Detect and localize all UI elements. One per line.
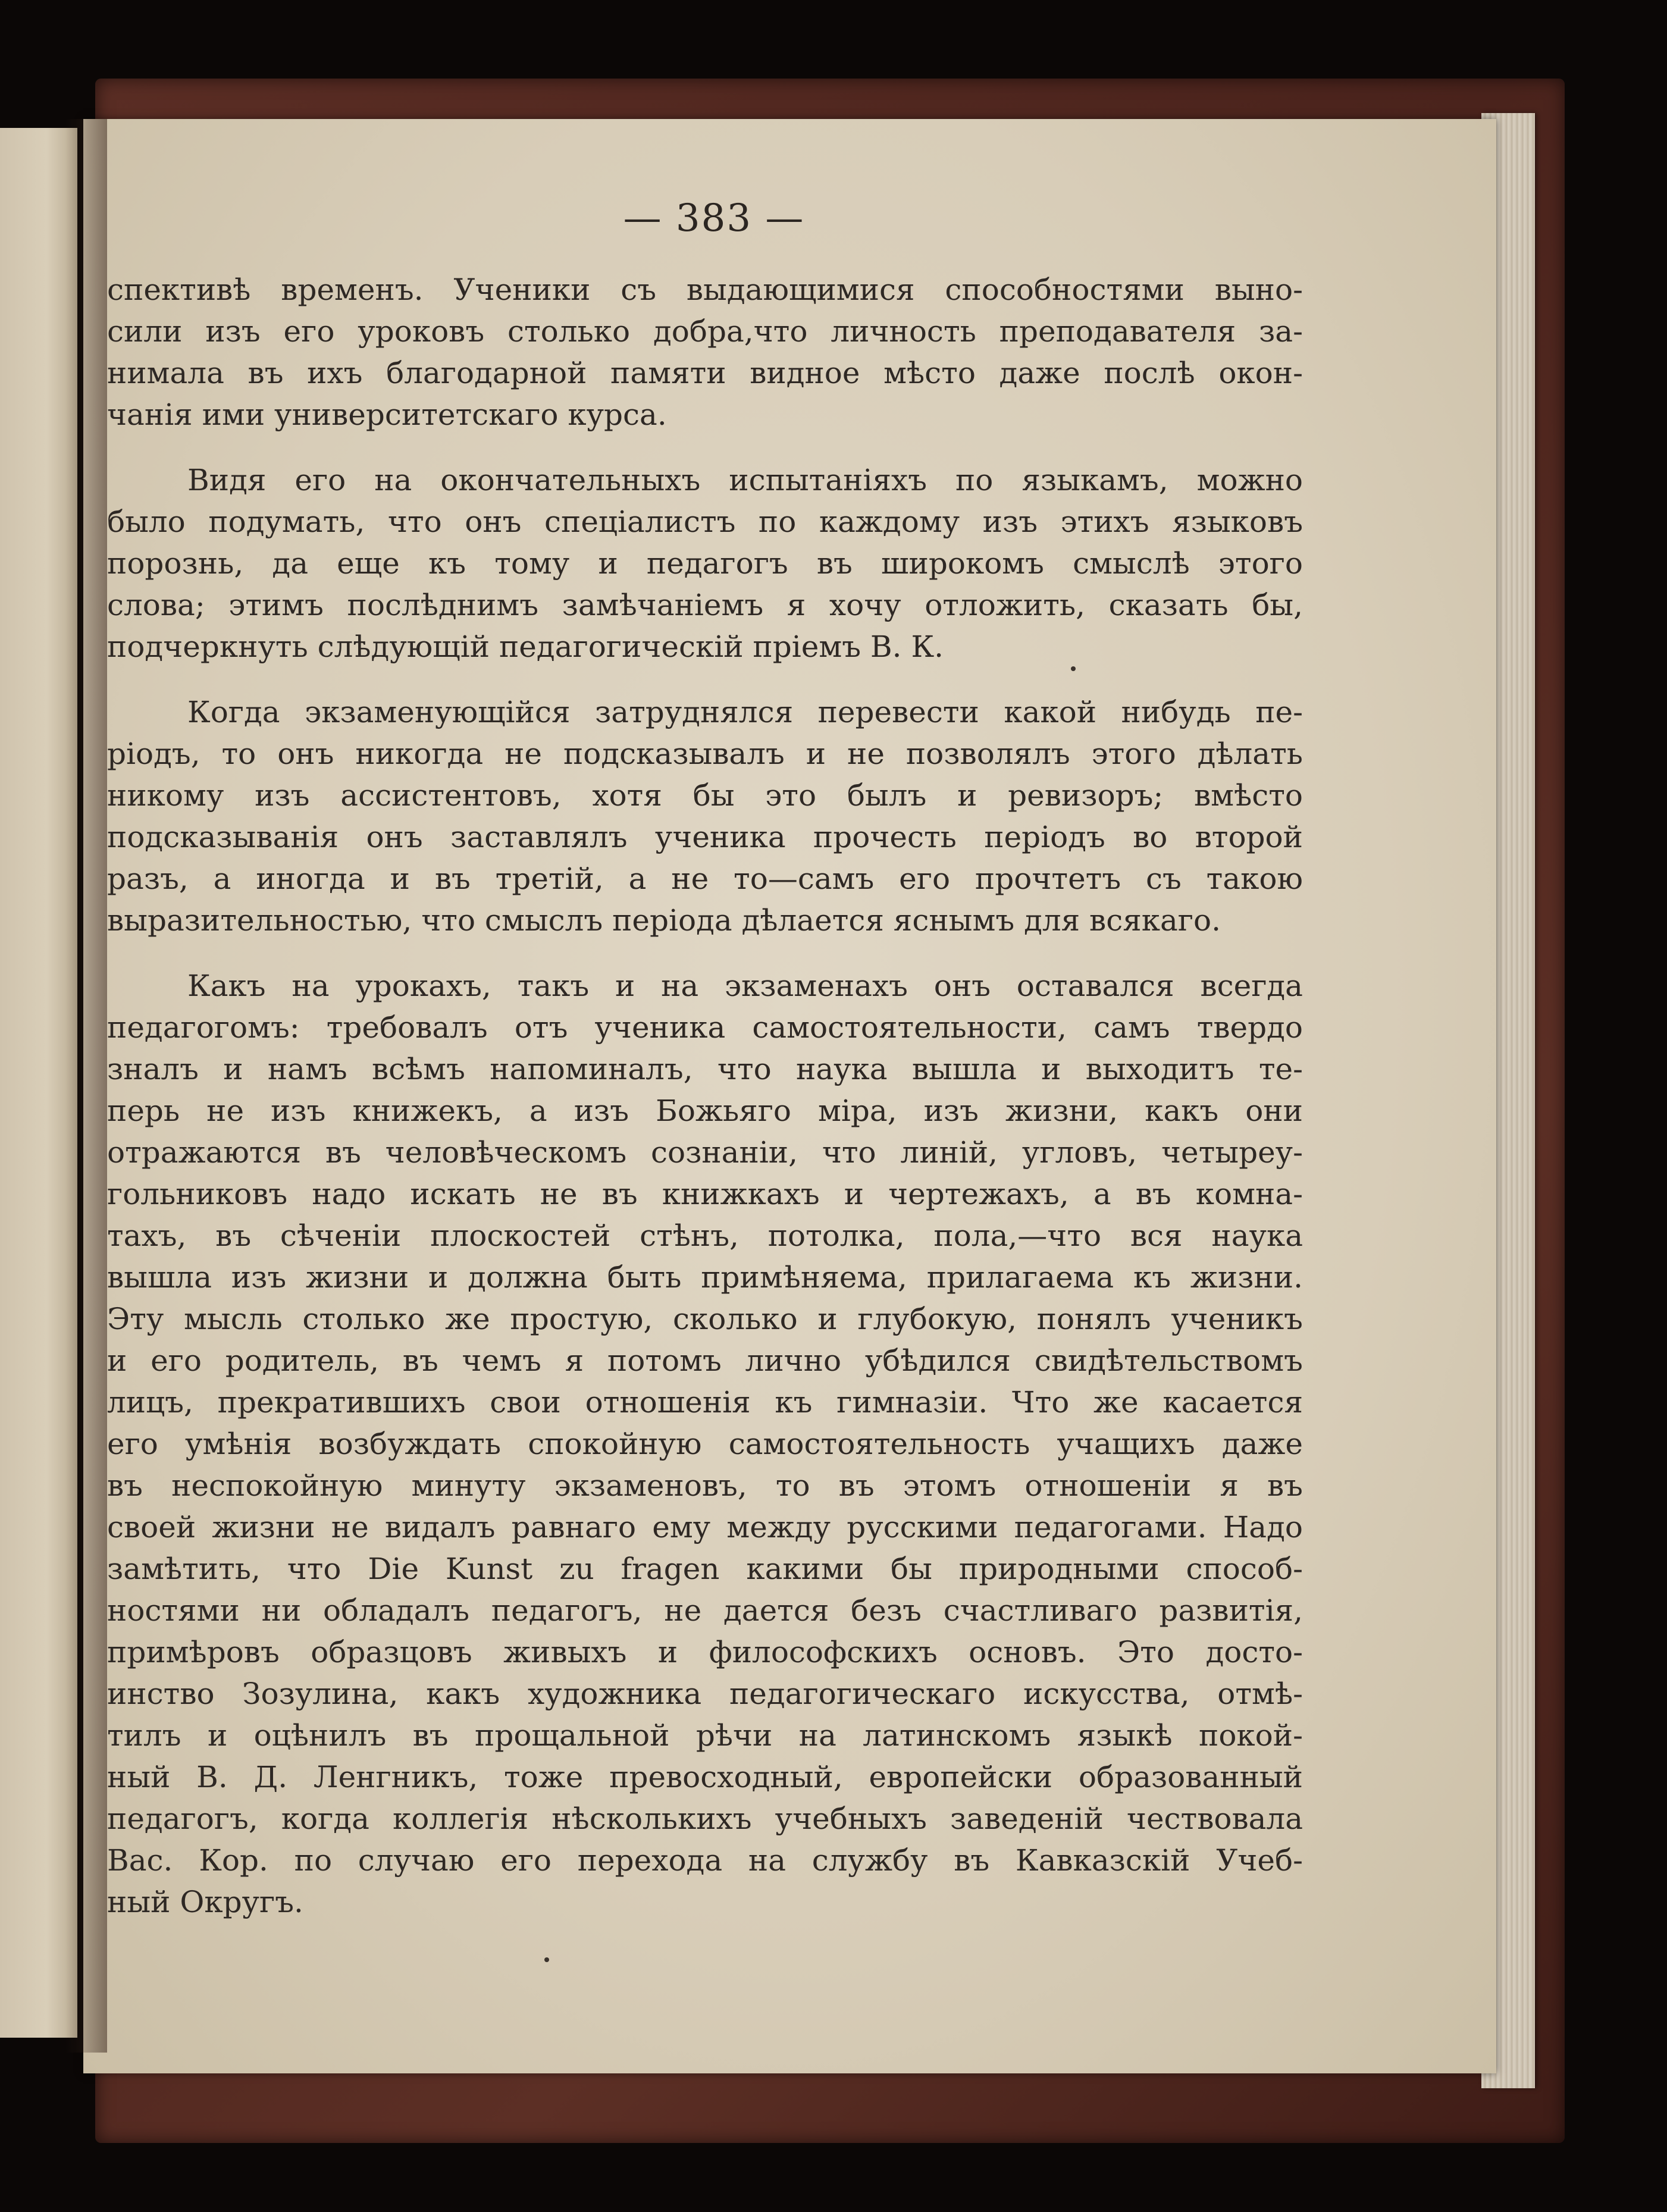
text-line: разъ, а иногда и въ третій, а не то—самъ его прочтетъ съ такою — [107, 861, 1303, 896]
text-line: выразительностью, что смыслъ періода дѣлается яснымъ для всякаго. — [107, 903, 1221, 938]
text-line: спективѣ временъ. Ученики съ выдающимися способностями выно- — [107, 272, 1303, 307]
book-page — [83, 119, 1496, 2073]
text-line: педагогъ, когда коллегія нѣсколькихъ учебныхъ заведеній чествовала — [107, 1801, 1303, 1836]
text-line: и его родитель, въ чемъ я потомъ лично убѣдился свидѣтельствомъ — [107, 1343, 1303, 1378]
text-line: слова; этимъ послѣднимъ замѣчаніемъ я хочу отложить, сказать бы, — [107, 588, 1303, 622]
text-line: нимала въ ихъ благодарной памяти видное мѣсто даже послѣ окон- — [107, 356, 1303, 390]
text-line: своей жизни не видалъ равнаго ему между русскими педагогами. Надо — [107, 1510, 1303, 1544]
text-line: подчеркнуть слѣдующій педагогическій пріемъ В. К. — [107, 629, 944, 664]
text-line: гольниковъ надо искать не въ книжкахъ и чертежахъ, а въ комна- — [107, 1177, 1303, 1211]
text-line: его умѣнія возбуждать спокойную самостоятельность учащихъ даже — [107, 1427, 1303, 1461]
speck — [1071, 666, 1076, 671]
text-line: примѣровъ образцовъ живыхъ и философскихъ основъ. Это досто- — [107, 1635, 1303, 1669]
text-line: ностями ни обладалъ педагогъ, не дается безъ счастливаго развитія, — [107, 1593, 1303, 1628]
text-line: Какъ на урокахъ, такъ и на экзаменахъ онъ оставался всегда — [187, 969, 1303, 1003]
text-line: сили изъ его уроковъ столько добра,что личность преподавателя за- — [107, 314, 1303, 349]
paragraph — [107, 691, 1303, 941]
text-line: педагогомъ: требовалъ отъ ученика самостоятельности, самъ твердо — [107, 1010, 1303, 1045]
text-line: порознь, да еще къ тому и педагогъ въ широкомъ смыслѣ этого — [107, 546, 1303, 581]
text-line: вышла изъ жизни и должна быть примѣняема, прилагаема къ жизни. — [107, 1260, 1303, 1295]
paragraph — [107, 459, 1303, 668]
paragraph — [107, 269, 1303, 435]
text-line: инство Зозулина, какъ художника педагогическаго искусства, отмѣ- — [107, 1677, 1303, 1711]
text-line: подсказыванія онъ заставлялъ ученика прочесть періодъ во второй — [107, 820, 1303, 854]
paragraph — [107, 965, 1303, 1923]
text-line: Когда экзаменующійся затруднялся перевести какой нибудь пе- — [187, 695, 1303, 729]
text-line: тилъ и оцѣнилъ въ прощальной рѣчи на латинскомъ языкѣ покой- — [107, 1718, 1303, 1753]
text-line: ный Округъ. — [107, 1885, 303, 1919]
text-line: въ неспокойную минуту экзаменовъ, то въ этомъ отношеніи я въ — [107, 1468, 1303, 1503]
page-text-block — [107, 196, 1303, 1981]
text-line: лицъ, прекратившихъ свои отношенія къ гимназіи. Что же касается — [107, 1385, 1303, 1420]
text-line: тахъ, въ сѣченіи плоскостей стѣнъ, потолка, пола,—что вся наука — [107, 1218, 1303, 1253]
text-line: отражаются въ человѣческомъ сознаніи, что линій, угловъ, четыреу- — [107, 1135, 1303, 1170]
speck — [544, 1957, 549, 1962]
page-number: — 383 — — [623, 196, 805, 240]
text-line: Эту мысль столько же простую, сколько и глубокую, понялъ ученикъ — [107, 1302, 1303, 1336]
text-line: никому изъ ассистентовъ, хотя бы это былъ и ревизоръ; вмѣсто — [107, 778, 1303, 813]
text-line: Вас. Кор. по случаю его перехода на службу въ Кавказскій Учеб- — [107, 1843, 1303, 1878]
text-line: зналъ и намъ всѣмъ напоминалъ, что наука вышла и выходитъ те- — [107, 1052, 1303, 1086]
text-line: чанія ими университетскаго курса. — [107, 397, 667, 432]
text-line: было подумать, что онъ спеціалистъ по каждому изъ этихъ языковъ — [107, 505, 1303, 539]
text-line: замѣтить, что Die Kunst zu fragen какими бы природными способ- — [107, 1552, 1303, 1586]
text-line: ный В. Д. Ленгникъ, тоже превосходный, европейски образованный — [107, 1760, 1303, 1794]
text-line: ріодъ, то онъ никогда не подсказывалъ и не позволялъ этого дѣлать — [107, 737, 1303, 771]
paragraphs — [107, 269, 1303, 1923]
spine-shadow — [65, 119, 107, 2053]
text-line: Видя его на окончательныхъ испытаніяхъ по языкамъ, можно — [187, 463, 1303, 497]
text-line: перь не изъ книжекъ, а изъ Божьяго міра, изъ жизни, какъ они — [107, 1094, 1303, 1128]
